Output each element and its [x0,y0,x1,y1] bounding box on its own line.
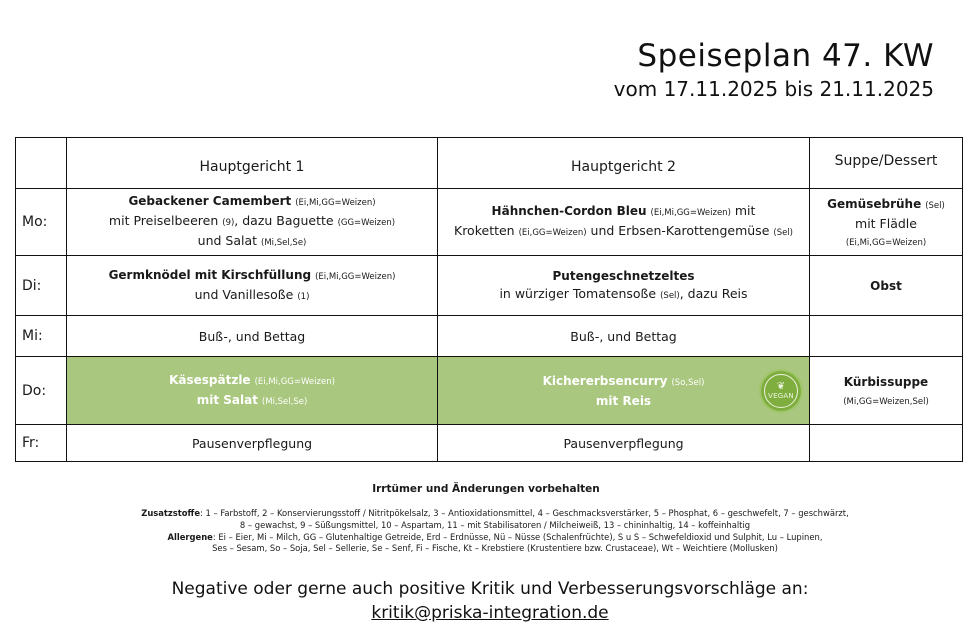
day-label: Fr: [16,425,67,462]
meal-cell-suppe-dessert [810,425,963,462]
allergen-note: (Ei,Mi,GG=Weizen) [845,238,927,248]
feedback-section [0,577,972,625]
meal-cell-hauptgericht-1 [67,425,438,462]
meal-cell-hauptgericht-2 [438,256,810,316]
dish-name: Kürbissuppe [843,375,929,389]
allergene-text: : Ei – Eier, Mi – Milch, GG – Glutenhaltige Getreide, Erd – Erdnüsse, Nü – Nüsse (Schalenfrüchte), S u S – Schwefeldioxid und Sulphit, Lu – Lupinen, [212,531,823,542]
allergen-note: (Mi,GG=Weizen,Sel) [843,397,929,407]
meal-cell-hauptgericht-1-highlighted [67,357,438,425]
dish-name: Gebackener Camembert [128,194,292,208]
table-header-row [16,138,963,189]
allergene-text: Ses – Sesam, So – Soja, Sel – Sellerie, Se – Senf, Fi – Fische, Kt – Krebstiere (Krustentiere bzw. Crustaceae), Wt – Weichtiere (Mollusken) [212,543,778,554]
dish-name: Kichererbsencurry [542,373,668,388]
allergen-note: (1) [297,291,310,302]
dish-name: mit Reis [595,393,652,408]
meal-cell-hauptgericht-1 [67,256,438,316]
day-label: Mi: [16,316,67,357]
dish-text: mit Preiselbeeren [108,213,219,228]
column-header-hauptgericht-1: Hauptgericht 1 [67,138,438,189]
date-range: vom 17.11.2025 bis 21.11.2025 [613,77,934,101]
allergene-label: Allergene [167,531,213,542]
vegan-badge-icon [761,371,801,411]
dish-text: und Erbsen-Karottengemüse [590,223,770,238]
meal-cell-hauptgericht-2 [438,425,810,462]
dish-name: Käsespätzle [169,372,251,387]
menu-table [15,137,963,462]
dish-name: mit Salat [196,392,258,407]
meal-cell-suppe-dessert [810,256,963,316]
allergen-note: (Sel) [925,201,945,211]
dish-text: in würziger Tomatensoße [499,285,657,301]
dish-text: Pausenverpflegung [191,435,313,451]
day-label: Do: [16,357,67,425]
allergen-note: (Mi,Sel,Se) [261,396,308,407]
disclaimer: Irrtümer und Änderungen vorbehalten [372,483,600,495]
table-row-monday [16,189,963,256]
meal-cell-hauptgericht-2-highlighted [438,357,810,425]
dish-name: Germknödel mit Kirschfüllung [108,267,312,282]
allergen-note: (9) [222,218,235,228]
feedback-email-link[interactable]: kritik@priska-integration.de [371,603,609,623]
additives-allergens-legend [0,508,972,555]
meal-cell-suppe-dessert [810,189,963,256]
dish-text: , dazu Baguette [234,213,334,228]
zusatzstoffe-text: 8 – gewachst, 9 – Süßungsmittel, 10 – Aspartam, 11 – mit Stabilisatoren / Milcheiweiß, 13 – chininhaltig, 14 – koffeinhaltig [239,519,751,530]
day-label: Di: [16,256,67,316]
allergen-note: (Mi,Sel,Se) [261,238,307,248]
allergen-note: (Ei,Mi,GG=Weizen) [254,376,335,387]
meal-cell-hauptgericht-1 [67,316,438,357]
page-title: Speiseplan 47. KW [637,38,934,74]
dish-text: mit [734,203,756,218]
leaf-icon: ❦ [776,381,786,392]
dish-name: Obst [870,278,902,293]
allergen-note: (Ei,Mi,GG=Weizen) [650,208,731,218]
allergen-note: (So,Sel) [671,377,705,388]
meal-cell-hauptgericht-2 [438,189,810,256]
feedback-text: Negative oder gerne auch positive Kritik und Verbesserungsvorschläge an: [171,579,809,599]
dish-text: Kroketten [454,223,515,238]
dish-text: , dazu Reis [679,285,748,301]
meal-cell-suppe-dessert [810,316,963,357]
meal-cell-hauptgericht-1 [67,189,438,256]
allergen-note: (Ei,GG=Weizen) [518,228,587,238]
table-row-tuesday [16,256,963,316]
table-row-friday [16,425,963,462]
allergen-note: (Ei,Mi,GG=Weizen) [295,198,376,208]
table-row-thursday [16,357,963,425]
table-row-wednesday [16,316,963,357]
meal-cell-hauptgericht-2 [438,316,810,357]
zusatzstoffe-label: Zusatzstoffe [141,508,201,518]
column-header-day [16,138,67,189]
dish-name: Hähnchen-Cordon Bleu [491,204,647,218]
allergen-note: (Ei,Mi,GG=Weizen) [315,271,396,282]
column-header-suppe-dessert: Suppe/Dessert [810,138,963,189]
dish-name: Putengeschnetzeltes [552,268,695,283]
dish-text: mit Flädle [855,216,917,231]
dish-text: Buß-, und Bettag [570,328,677,344]
dish-text: und Vanillesoße [194,286,294,302]
column-header-hauptgericht-2: Hauptgericht 2 [438,138,810,189]
dish-text: Pausenverpflegung [563,435,684,451]
allergen-note: (Sel) [660,290,680,301]
allergen-note: (Sel) [773,228,793,238]
allergen-note: (GG=Weizen) [337,218,396,228]
vegan-badge-label: VEGAN [768,392,794,400]
dish-name: Gemüsebrühe [827,197,922,211]
dish-text: und Salat [197,233,258,248]
zusatzstoffe-text: : 1 – Farbstoff, 2 – Konservierungsstoff / Nitritpökelsalz, 3 – Antioxidationsmittel, 4 – Geschmacksverstärker, 5 – Phosphat, 6 – geschwefelt, 7 – geschwärzt, [200,508,849,518]
day-label: Mo: [16,189,67,256]
dish-text: Buß-, und Bettag [198,328,306,344]
meal-cell-suppe-dessert [810,357,963,425]
